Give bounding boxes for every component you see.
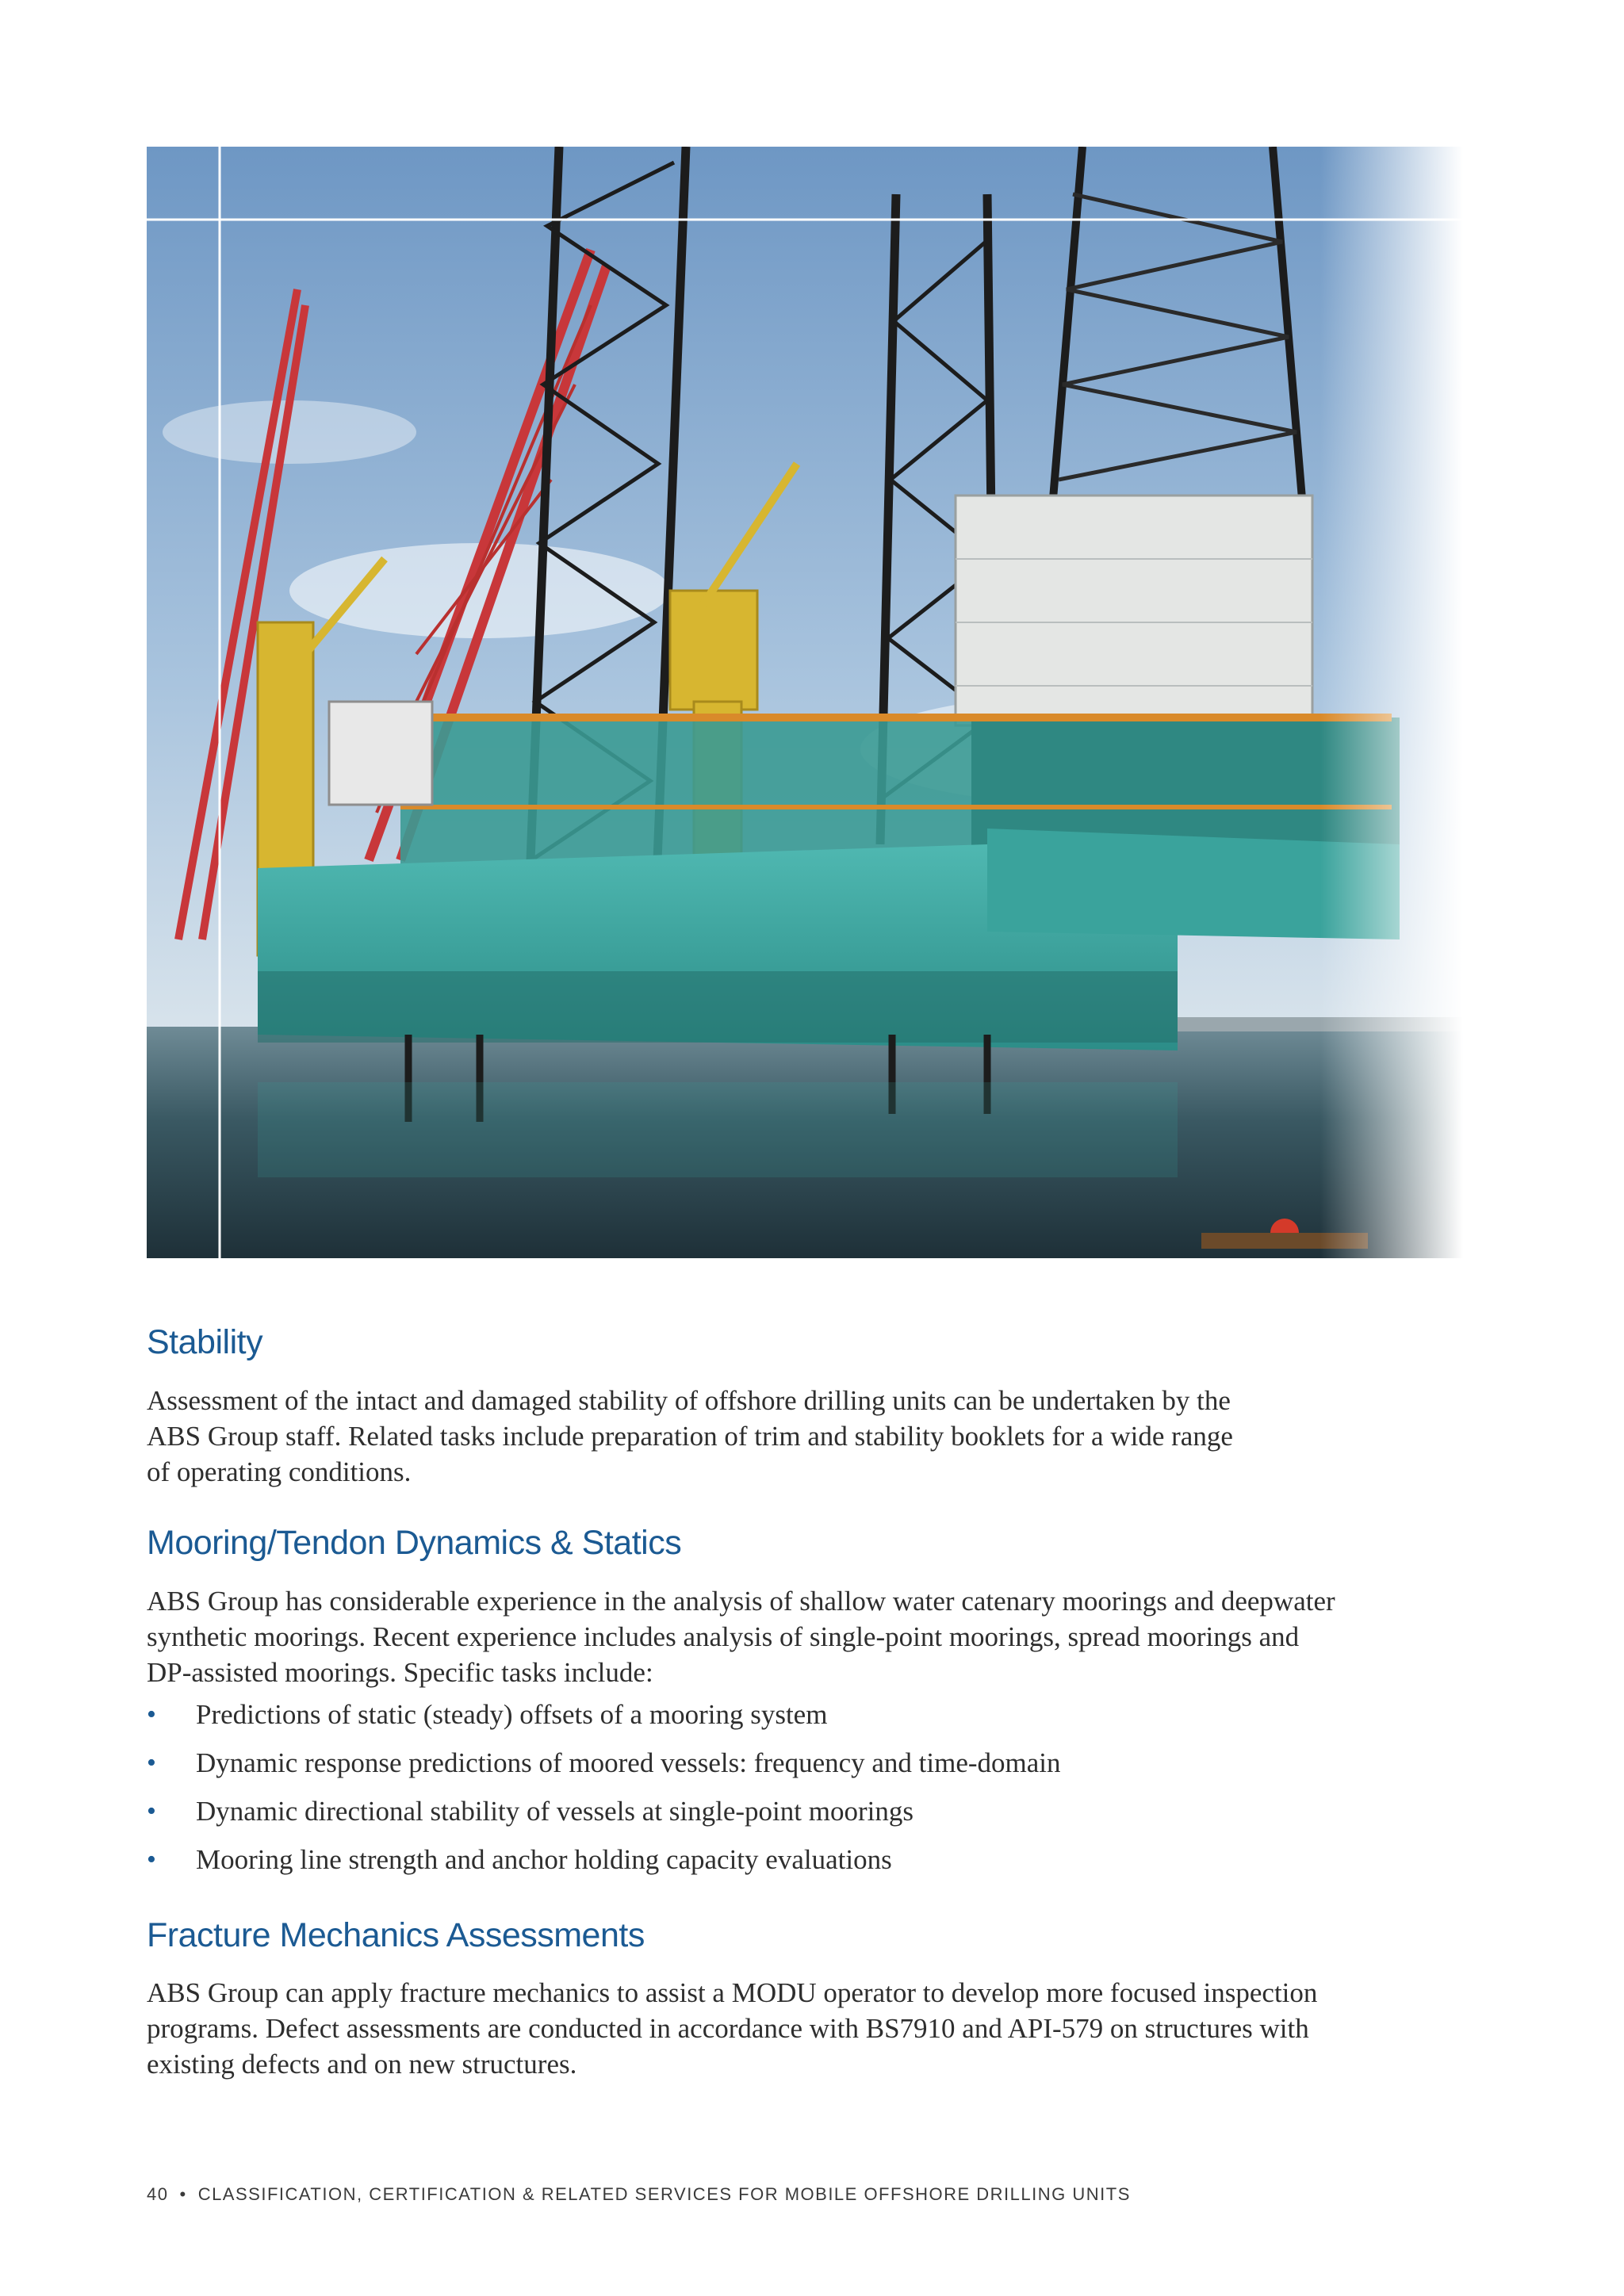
offshore-rig-photo <box>147 147 1463 1258</box>
section-heading-stability: Stability <box>147 1323 263 1361</box>
body-line: ABS Group has considerable experience in the analysis of shallow water catenary moorings and deepwater <box>147 1586 1335 1617</box>
body-line: DP-assisted moorings. Specific tasks include: <box>147 1657 653 1688</box>
footer-title: CLASSIFICATION, CERTIFICATION & RELATED SERVICES FOR MOBILE OFFSHORE DRILLING UNITS <box>197 2184 1131 2204</box>
body-line: synthetic moorings. Recent experience includes analysis of single-point moorings, spread moorings and <box>147 1621 1300 1652</box>
page-footer <box>147 2184 1131 2205</box>
body-line: ABS Group can apply fracture mechanics to assist a MODU operator to develop more focused inspection <box>147 1977 1318 2008</box>
offshore-jackup-drilling-rig-photo-icon <box>147 147 1463 1258</box>
footer-separator: • <box>179 2184 187 2204</box>
list-item: • Dynamic directional stability of vessels at single-point moorings <box>147 1793 1495 1842</box>
body-line: programs. Defect assessments are conducted in accordance with BS7910 and API-579 on structures with <box>147 2013 1309 2044</box>
bullet-icon: • <box>147 1748 156 1777</box>
section-heading-fracture: Fracture Mechanics Assessments <box>147 1916 645 1954</box>
section-body-stability <box>147 1383 1495 1490</box>
body-line: Assessment of the intact and damaged stability of offshore drilling units can be undertaken by the <box>147 1385 1231 1416</box>
body-line: existing defects and on new structures. <box>147 2049 577 2080</box>
bullet-icon: • <box>147 1700 156 1729</box>
body-line: of operating conditions. <box>147 1456 412 1487</box>
mooring-task-list <box>147 1697 1495 1890</box>
body-line: ABS Group staff. Related tasks include preparation of trim and stability booklets for a wide range <box>147 1421 1233 1452</box>
list-item: • Predictions of static (steady) offsets of a mooring system <box>147 1697 1495 1745</box>
section-body-fracture <box>147 1975 1495 2082</box>
bullet-icon: • <box>147 1797 156 1826</box>
page-number: 40 <box>147 2184 169 2204</box>
section-body-mooring <box>147 1583 1495 1690</box>
list-item: • Dynamic response predictions of moored vessels: frequency and time-domain <box>147 1745 1495 1793</box>
bullet-icon: • <box>147 1845 156 1874</box>
section-heading-mooring: Mooring/Tendon Dynamics & Statics <box>147 1524 682 1562</box>
list-item: • Mooring line strength and anchor holding capacity evaluations <box>147 1842 1495 1890</box>
